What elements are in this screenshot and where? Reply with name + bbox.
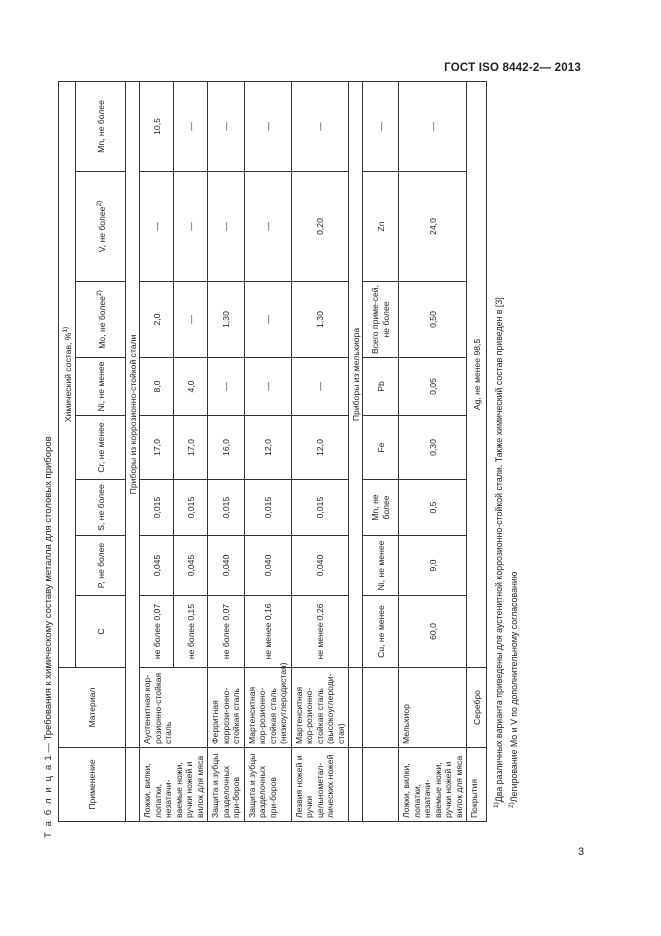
cell-p: 0,045 (140, 536, 174, 596)
cell-pb: 0,05 (399, 358, 467, 416)
cell-p: 0,040 (291, 536, 349, 596)
cell-ag: Ag, не менее 98,5 (467, 81, 487, 667)
section-steel: Приборы из коррозионно-стойкой стали (126, 81, 140, 747)
cell-p: 0,040 (244, 536, 291, 596)
header-zn: Zn (363, 172, 399, 282)
header-application: Применение (59, 748, 126, 822)
rotated-table-block (42, 78, 602, 838)
cell-mn: 0,5 (399, 480, 467, 536)
cell-c: не более 0,15 (174, 596, 208, 668)
row-material: Аустенитная кор-розионно-стойкая сталь (140, 668, 208, 748)
cell-mn: — (244, 81, 291, 171)
table-title: — Требования к химическому составу металла для столовых приборов (43, 436, 54, 756)
table-label: Т а б л и ц а (43, 763, 54, 838)
cell-ni: 9,0 (399, 536, 467, 596)
cell-cr: 12,0 (244, 416, 291, 480)
header-v: V, не более$^{2)}$ (76, 172, 126, 282)
row-application: Защита и зубцы разделочных при-боров (208, 748, 245, 822)
cell-p: 0,045 (174, 536, 208, 596)
header-material: Материал (59, 668, 126, 748)
cell-mn: — (174, 81, 208, 171)
cell-v: — (208, 172, 245, 282)
cell-s: 0,015 (291, 480, 349, 536)
row-material: Мартенситная кор-розионно-стойкая сталь (высокоуглероди-стая) (291, 668, 349, 748)
cell-v: — (140, 172, 174, 282)
header-chemical-composition: Химический состав, %$^{1)}$ (59, 81, 76, 667)
table-caption (42, 78, 58, 838)
cell-ni: 8,0 (140, 358, 174, 416)
header-pb: Pb (363, 358, 399, 416)
cell-cr: 17,0 (174, 416, 208, 480)
header-p: P, не более (76, 536, 126, 596)
table-row (399, 81, 467, 821)
header-c: C (76, 596, 126, 668)
cell-mo: — (244, 282, 291, 358)
cell-v: 0,20 (291, 172, 349, 282)
row-material: Ферритная коррози-онно-стойкая сталь (208, 668, 245, 748)
cell-mn: 10,5 (140, 81, 174, 171)
cell-cr: 16,0 (208, 416, 245, 480)
cell-ni: — (244, 358, 291, 416)
footnote: $^{1)}$Два различных варианта приведены для аустенитной коррозионно-стойкой стали. Также химический состав приведен в [3] (493, 297, 505, 808)
cell-c: не более 0,07 (208, 596, 245, 668)
cell-tail: — (399, 81, 467, 171)
table-row (291, 81, 349, 821)
cell-mo: 2,0 (140, 282, 174, 358)
cell-s: 0,015 (140, 480, 174, 536)
header-s: S, не более (76, 480, 126, 536)
cell-mo: 1,30 (208, 282, 245, 358)
cell-s: 0,015 (208, 480, 245, 536)
cell-p: 0,040 (208, 536, 245, 596)
cell-ni: 4,0 (174, 358, 208, 416)
nickel-header-row (363, 81, 399, 821)
footnotes (491, 78, 520, 808)
header-other-impurities: Всего приме-сей, не более (363, 282, 399, 358)
header-ni: Ni, не менее (76, 358, 126, 416)
row-application: Ложки, вилки, лопатки, незатачи-ваемые ножи, ручки ножей и вилок для мяса (140, 748, 208, 822)
cell-c: не менее 0,26 (291, 596, 349, 668)
table-row (244, 81, 291, 821)
cell-mn: — (291, 81, 349, 171)
page-number: 3 (578, 846, 585, 858)
header-cu: Cu, не менее (363, 596, 399, 668)
header-mn: Mn, не более (76, 81, 126, 171)
cell-cr: 17,0 (140, 416, 174, 480)
cell-mn: — (208, 81, 245, 171)
cell-zn: 24,0 (399, 172, 467, 282)
cell-empty-dash: — (363, 81, 399, 171)
row-material: Мельхиор (399, 668, 467, 748)
header-ni-nickel: Ni, не менее (363, 536, 399, 596)
cell-v: — (244, 172, 291, 282)
cell-c: не менее 0,16 (244, 596, 291, 668)
table-row (140, 81, 174, 821)
cell-ni: — (291, 358, 349, 416)
row-application: Защита и зубцы разделочных при-боров (244, 748, 291, 822)
cell-s: 0,015 (174, 480, 208, 536)
footnote: $^{2)}$Легирование Mo и V по дополнительному согласованию (507, 571, 519, 808)
row-application: Лезвия ножей и ручки цельнометал-лических ножей (291, 748, 349, 822)
cell-s: 0,015 (244, 480, 291, 536)
header-fe: Fe (363, 416, 399, 480)
cell-mo: — (174, 282, 208, 358)
cell-c: не более 0,07 (140, 596, 174, 668)
row-application: Ложки, вилки, лопатки, незатачи-ваемые ножи, ручки ножей и вилок для мяса (399, 748, 467, 822)
section-nickel: Приборы из мельхиора (349, 81, 363, 667)
table-number: 1 (43, 755, 54, 761)
row-material: Мартенситная кор-розионно-стойкая сталь (низкоуглеродистая) (244, 668, 291, 748)
table-row (467, 81, 487, 821)
row-application: Покрытия (467, 748, 487, 822)
cell-mo: 1,30 (291, 282, 349, 358)
cell-cu: 60,0 (399, 596, 467, 668)
chemical-composition-table (58, 81, 487, 822)
cell-cr: 12,0 (291, 416, 349, 480)
document-header: ГОСТ ISO 8442-2— 2013 (444, 62, 581, 74)
header-cr: Cr, не менее (76, 416, 126, 480)
cell-ni: — (208, 358, 245, 416)
table-row (208, 81, 245, 821)
cell-other: 0,50 (399, 282, 467, 358)
header-mn-nickel: Mn, не более (363, 480, 399, 536)
row-material: Серебро (467, 668, 487, 748)
cell-fe: 0,30 (399, 416, 467, 480)
cell-v: — (174, 172, 208, 282)
header-mo: Mo, не более$^{2)}$ (76, 282, 126, 358)
